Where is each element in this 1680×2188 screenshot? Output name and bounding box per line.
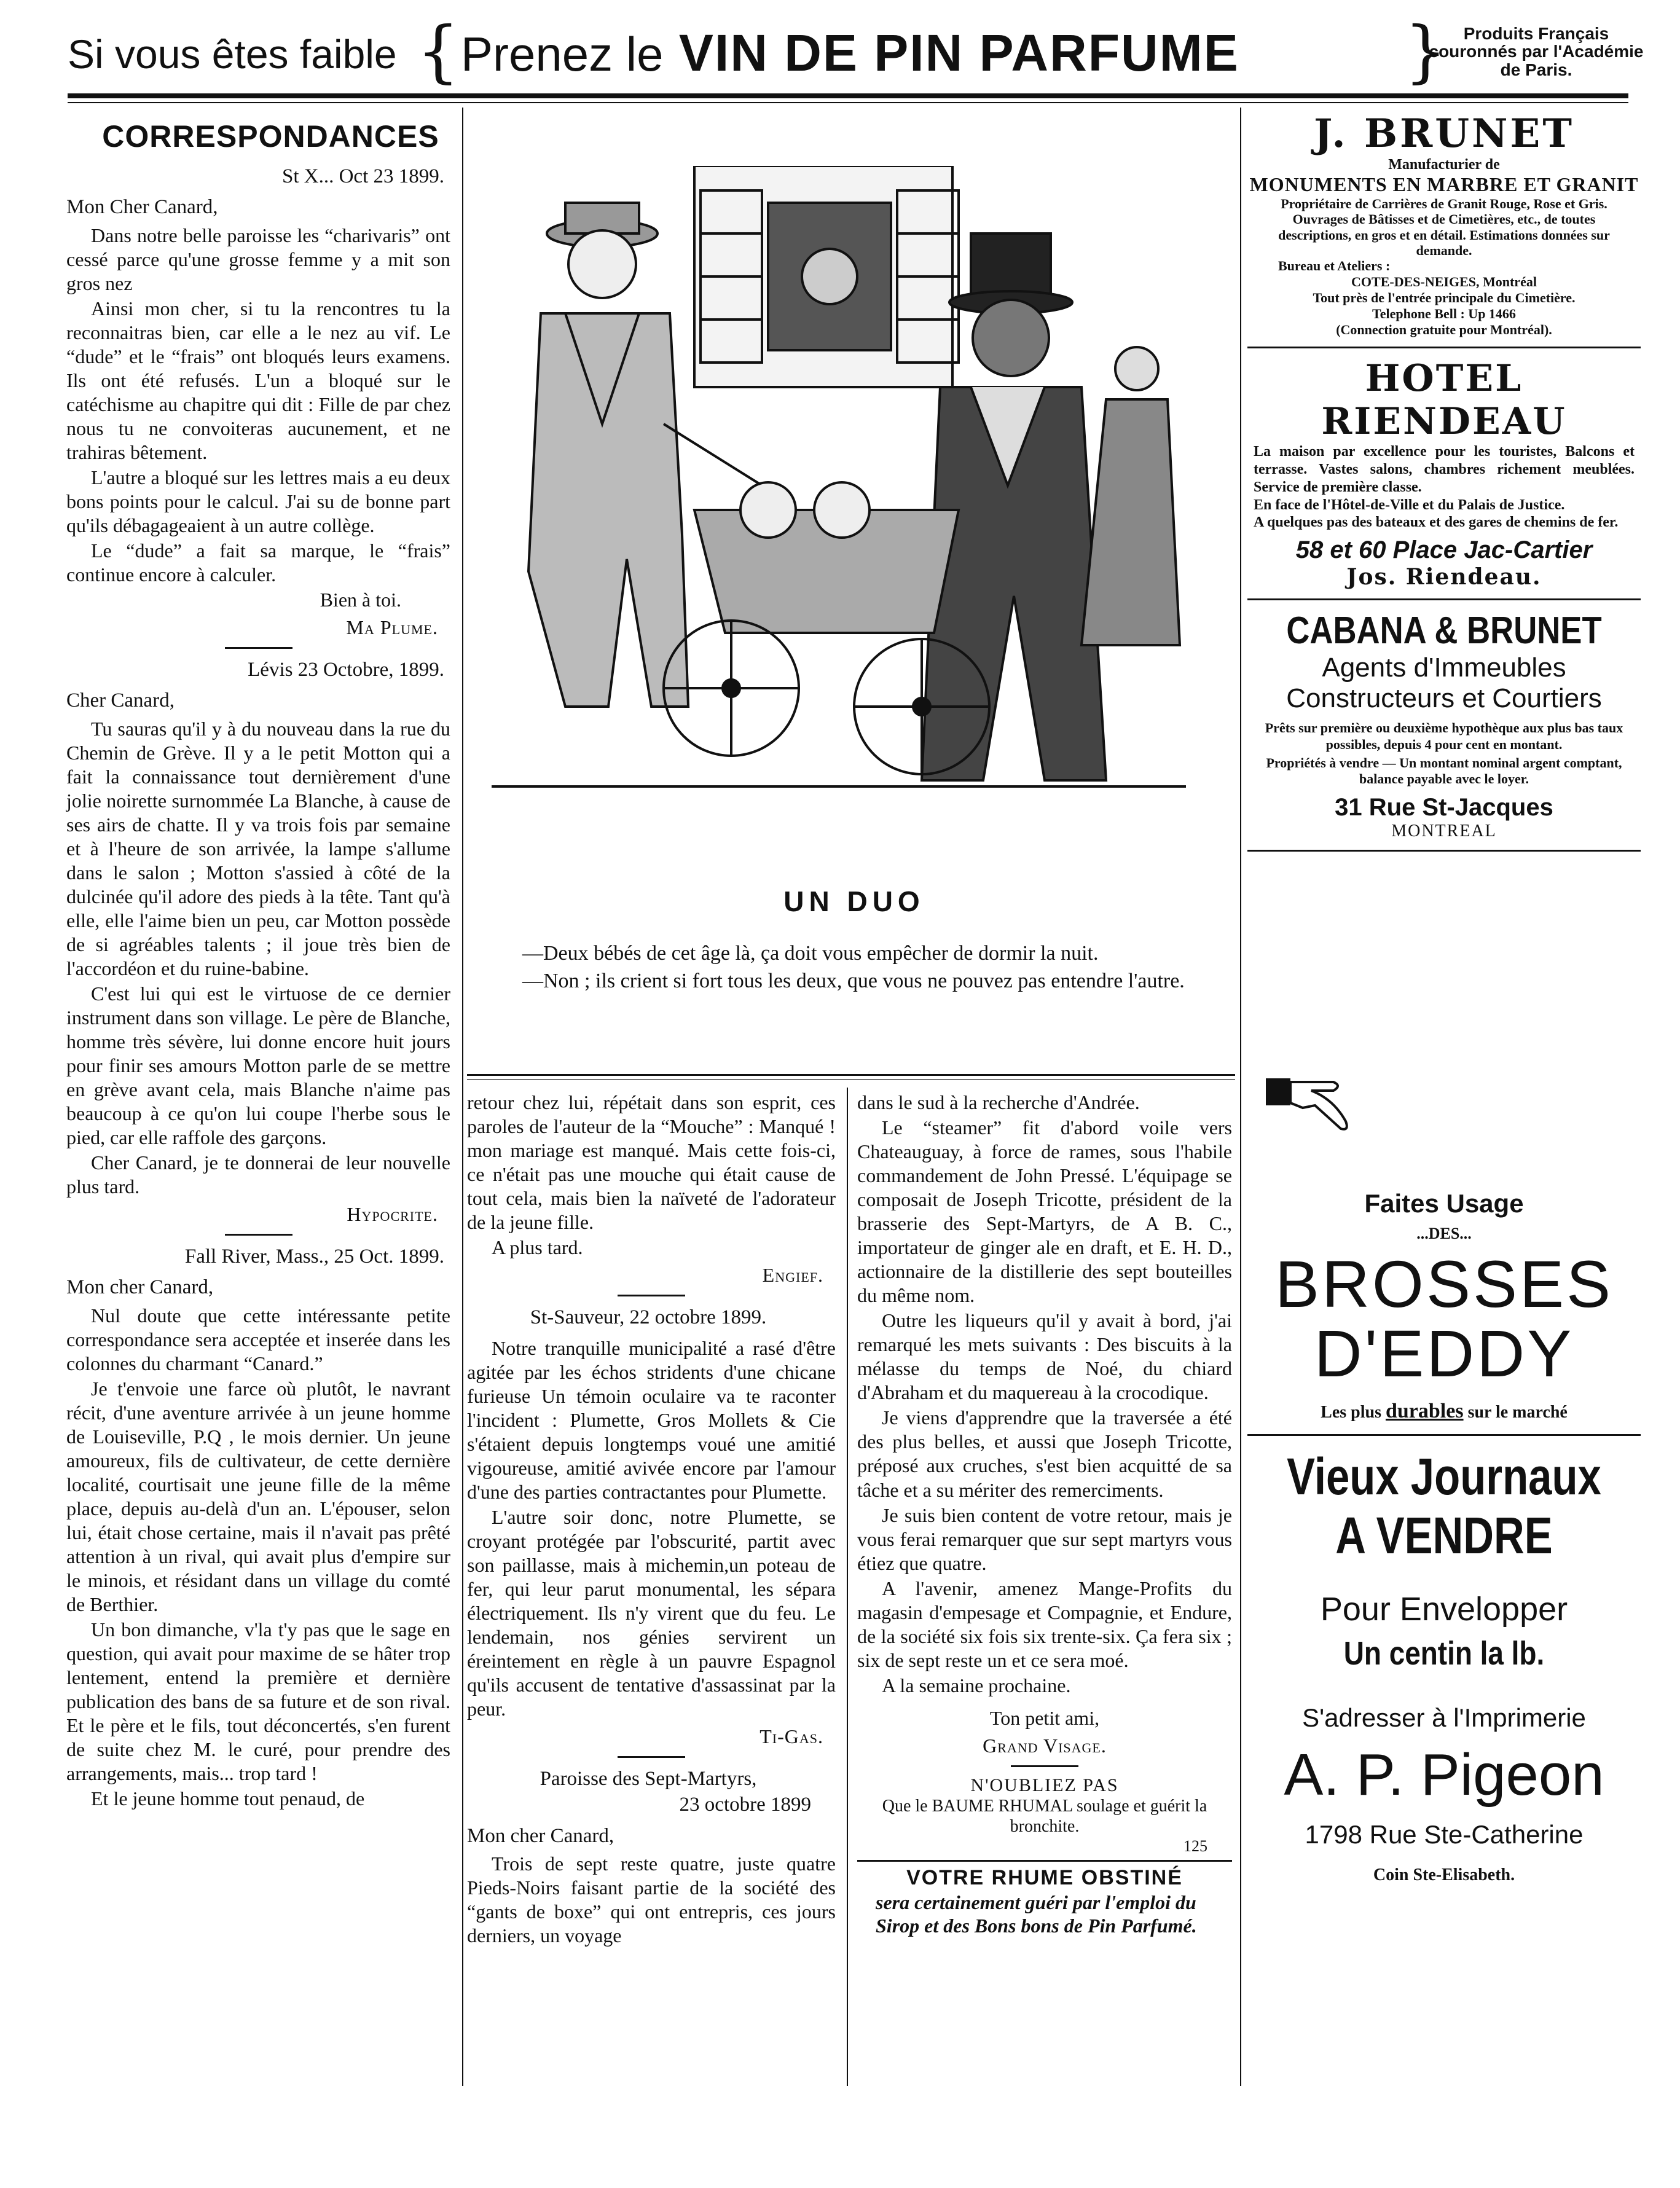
letter-paragraph: Ainsi mon cher, si tu la rencontres tu la reconnaitras bien, car elle a le nez au vif. Le “dude” et le “frais” ont bloqués leurs examens. Ils ont été refusés. L'un a bloqué sur le catéchisme au chapitre qui dit : Fille de par chez nous tu ne convoiteras aucunement, et ne trahiras bêtement. xyxy=(66,297,450,463)
cabana-name: CABANA & BRUNET xyxy=(1286,610,1602,653)
cartoon-bottom-rule-thin xyxy=(467,1079,1235,1080)
letter-closing: Bien à toi. xyxy=(320,588,401,611)
letter-paragraph: Trois de sept reste quatre, juste quatre Pieds-Noirs faisant partie de la société des “gants de boxe” qui ont entrepris, ces jours derniers, un voyage xyxy=(467,1852,836,1947)
letter-paragraph: L'autre a bloqué sur les lettres mais a eu deux bons points pour le calcul. J'ai su de bonne part qu'ils débagageaient à un autre collège. xyxy=(66,466,450,536)
letter-paragraph: A l'avenir, amenez Mange-Profits du magasin d'empesage et Compagnie, et Endure, de la société six fois six trente-six. Ça fera six ; six de sept reste un et ce sera moé. xyxy=(857,1577,1232,1671)
continuation-column xyxy=(857,1091,1232,1938)
letter-paragraph: Le “steamer” fit d'abord voile vers Chateauguay, à force de rames, sous l'habile commandement de John Pressé. L'équipage se composait de Joseph Tricotte, président de la brasserie des Sept-Martyrs, de A B. C., importateur de ginger ale en draft, et E. H. D., actionnaire de la distillerie des sept bouteilles du même nom. xyxy=(857,1116,1232,1307)
middle-column xyxy=(467,1091,836,1949)
journaux-printer: A. P. Pigeon xyxy=(1284,1741,1604,1808)
brosses-tagline-post: sur le marché xyxy=(1467,1402,1568,1422)
letter-paragraph: Tu sauras qu'il y à du nouveau dans la rue du Chemin de Grève. Il y a le petit Motton qui a fait la connaissance tout dernièrement d'une jolie noirette surnommée La Blanche, à cause de ses airs de chatte. Il y va trois fois par semaine et à l'heure de son arrivée, la lampe s'allume dans le salon ; Motton s'assied à côté de la dulcinée qu'il adore des pieds à la tête. Tant qu'à elle, elle l'aime bien un peu, car Motton possède de si agréables talents ; il joue très bien de l'accordéon et du ruine-babine. xyxy=(66,717,450,979)
cabana-line: Constructeurs et Courtiers xyxy=(1286,683,1602,714)
letter-closing: A plus tard. xyxy=(492,1236,583,1259)
notice-text: Que le BAUME RHUMAL soulage et guérit la bronchite. xyxy=(882,1797,1207,1836)
journaux-title: Vieux Journaux xyxy=(1287,1447,1601,1505)
cabana-line: Agents d'Immeubles xyxy=(1322,653,1566,683)
letter-paragraph: Nul doute que cette intéressante petite correspondance sera acceptée et inserée dans les colonnes du charmant “Canard.” xyxy=(66,1304,450,1374)
letter-signature: Engief. xyxy=(762,1264,823,1287)
brosses-tagline-em: durables xyxy=(1385,1399,1464,1422)
journaux-address: 1798 Rue Ste-Catherine xyxy=(1305,1819,1584,1849)
letter-paragraph: L'autre soir donc, notre Plumette, se croyant protégée par l'obscurité, partit avec son paillasse, mais à michemin,un poteau de fer, qui leur parut monumental, les sépara électriquement. Ils n'y virent que du feu. Le lendemain, nos génies servirent un éreintement en règle à un pauvre Espagnol qu'ils accusent de tentative d'assassinat par la peur. xyxy=(467,1505,836,1720)
letter-dateline: St X... Oct 23 1899. xyxy=(282,165,444,187)
top-banner xyxy=(68,12,1644,91)
column-divider xyxy=(1240,108,1241,2086)
letter-paragraph: A la semaine prochaine. xyxy=(882,1674,1071,1696)
separator xyxy=(1011,1765,1078,1767)
letter-dateline: Fall River, Mass., 25 Oct. 1899. xyxy=(184,1245,444,1268)
letter-paragraph: Le “dude” a fait sa marque, le “frais” continue encore à calculer. xyxy=(66,539,450,586)
letter-signature: Grand Visage. xyxy=(983,1734,1107,1757)
correspondances-column xyxy=(66,118,450,1812)
letter-paragraph: Un bon dimanche, v'la t'y pas que le sage en question, qui avait pour maxime de se hâter trop lentement, entend la première et dernière publication des bans de sa future et de son rival. Et le père et le fils, tout déconcertés, s'en furent de suite chez M. le curé, pour prendre des arrangements, mais... trop tard ! xyxy=(66,1618,450,1785)
cartoon-title: UN DUO xyxy=(783,885,925,917)
notice-title: N'OUBLIEZ PAS xyxy=(970,1774,1119,1795)
letter-salutation: Mon cher Canard, xyxy=(467,1824,614,1847)
brunet-line: COTE-DES-NEIGES, Montréal xyxy=(1351,274,1537,290)
brosses-line: ...DES... xyxy=(1416,1225,1472,1242)
brunet-line: Bureau et Ateliers : xyxy=(1278,258,1391,274)
journaux-line: Pour Envelopper xyxy=(1320,1590,1568,1628)
separator xyxy=(225,1234,292,1236)
rhume-title: VOTRE RHUME OBSTINÉ xyxy=(906,1865,1183,1889)
letter-closing: Ton petit ami, xyxy=(989,1706,1100,1729)
banner-side-line: Produits Français xyxy=(1463,24,1609,43)
notice-number: 125 xyxy=(1183,1837,1207,1855)
brunet-sub: Manufacturier de xyxy=(1388,157,1500,173)
cabana-line: Prêts sur première ou deuxième hypothèque aux plus bas taux possibles, depuis 4 pour cent en montant. xyxy=(1265,720,1623,752)
cabana-line: Propriétés à vendre — Un montant nominal argent comptant, balance payable avec le loyer. xyxy=(1266,755,1622,787)
letter-dateline: Paroisse des Sept-Martyrs, xyxy=(540,1768,757,1790)
letter-paragraph: dans le sud à la recherche d'Andrée. xyxy=(857,1091,1140,1113)
hotel-owner: Jos. Riendeau. xyxy=(1346,564,1542,590)
separator xyxy=(857,1860,1232,1862)
pointing-hand-icon xyxy=(1266,1072,1358,1140)
hotel-line: En face de l'Hôtel-de-Ville et du Palais de Justice. xyxy=(1254,496,1565,513)
letter-paragraph: retour chez lui, répétait dans son esprit, ces paroles de l'auteur de la “Mouche” : Manqué ! mon mariage est manqué. Mais cette fois-ci, ce n'était pas une mouche qui était cause de tout cela, mais bien la naïveté de l'adorateur de la jeune fille. xyxy=(467,1091,836,1234)
letter-signature: Hypocrite. xyxy=(347,1203,438,1226)
separator xyxy=(618,1295,685,1296)
letter-paragraph: Je viens d'apprendre que la traversée a été des plus belles, et aussi que Joseph Tricotte, préposé aux cruches, s'est bien acquitté de sa tâche et a su mériter des remerciments. xyxy=(857,1406,1232,1501)
brunet-main: MONUMENTS EN MARBRE ET GRANIT xyxy=(1249,173,1639,195)
brosses-tagline xyxy=(1247,1400,1641,1423)
column-divider xyxy=(847,1088,848,2086)
ad-separator xyxy=(1247,850,1641,852)
journaux-title: A VENDRE xyxy=(1335,1507,1553,1565)
cartoon-line: —Deux bébés de cet âge là, ça doit vous empêcher de dormir la nuit. xyxy=(522,942,1099,965)
brosses-tagline-pre: Les plus xyxy=(1321,1402,1381,1422)
brosses-title: BROSSES xyxy=(1274,1247,1614,1321)
letter-dateline: Lévis 23 Octobre, 1899. xyxy=(248,659,444,681)
rhume-text: sera certainement guéri par l'emploi du Sirop et des Bons bons de Pin Parfumé. xyxy=(876,1891,1197,1937)
letter-salutation: Cher Canard, xyxy=(66,689,175,712)
brunet-phone: Telephone Bell : Up 1466 xyxy=(1372,306,1516,322)
letter-paragraph: Je suis bien content de votre retour, mais je vous ferai remarquer que sur sept martyrs vous étiez que quatre. xyxy=(857,1504,1232,1574)
cartoon-line: —Non ; ils crient si fort tous les deux, que vous ne pouvez pas entendre l'autre. xyxy=(522,969,1185,992)
ad-separator xyxy=(1247,598,1641,600)
letter-paragraph: Je t'envoie une farce où plutôt, le navrant récit, d'une aventure arrivée à un jeune homme de Louiseville, P.Q , le mois dernier. Un jeune amoureux, fils de cultivateur, de cette dernière localité, courtisait une jeune fille de la même place, depuis au-delà d'un an. L'épouser, selon lui, était chose certaine, mais il n'avait pas prêté attention à un rival, qui avait plus d'empire sur le minois, et résidant dans un village du comté de Berthier. xyxy=(66,1377,450,1616)
journaux-corner: Coin Ste-Elisabeth. xyxy=(1373,1865,1515,1884)
banner-lead: Si vous êtes faible xyxy=(68,31,397,77)
brunet-line: Propriétaire de Carrières de Granit Rouge, Rose et Gris. xyxy=(1281,196,1607,211)
letter-paragraph: Notre tranquille municipalité a rasé d'être agitée par les échos stridents d'une chicane furieuse Un témoin oculaire va te raconter l'incident : Plumette, Gros Mollets & Cie s'étaient depuis longtemps voué une amitié vigoureuse, amitié avivée encore par l'amour d'une des parties contractantes pour Plumette. xyxy=(467,1336,836,1503)
cartoon-caption xyxy=(504,940,1217,995)
letter-dateline: St-Sauveur, 22 octobre 1899. xyxy=(530,1306,767,1329)
cabana-address: 31 Rue St-Jacques xyxy=(1335,793,1553,821)
brunet-line: Tout près de l'entrée principale du Cimetière. xyxy=(1313,290,1576,306)
letter-signature: Ti-Gas. xyxy=(760,1725,823,1747)
letter-paragraph: Dans notre belle paroisse les “charivaris” ont cessé parce qu'une grosse femme y a mit son gros nez xyxy=(66,224,450,294)
banner-cta-pre: Prenez le xyxy=(461,27,664,81)
letter-dateline: 23 octobre 1899 xyxy=(679,1794,811,1816)
letter-paragraph: Et le jeune homme tout penaud, de xyxy=(91,1787,365,1810)
brunet-line: Ouvrages de Bâtisses et de Cimetières, etc., de toutes descriptions, en gros et en détail. Estimations données sur demande. xyxy=(1278,211,1610,258)
banner-cta-main: VIN DE PIN PARFUME xyxy=(678,24,1239,82)
hotel-line: La maison par excellence pour les touristes, Balcons et terrasse. Vastes salons, chambres richement meublées. Service de première classe. xyxy=(1254,444,1635,495)
column-divider xyxy=(462,108,463,2086)
banner-side-line: de Paris. xyxy=(1500,60,1572,79)
journaux-price: Un centin la lb. xyxy=(1343,1634,1545,1672)
top-rule-thin xyxy=(68,102,1628,103)
top-rule xyxy=(68,93,1628,98)
ads-column-lower xyxy=(1247,1189,1641,1885)
banner-brace-right: } xyxy=(1404,12,1447,90)
ad-separator xyxy=(1247,1434,1641,1436)
brosses-title: D'EDDY xyxy=(1314,1316,1574,1391)
ads-column xyxy=(1247,111,1641,860)
brunet-name: J. BRUNET xyxy=(1314,111,1574,157)
journaux-line: S'adresser à l'Imprimerie xyxy=(1302,1703,1586,1732)
letter-paragraph: C'est lui qui est le virtuose de ce dernier instrument dans son village. Le père de Blanche, homme très sévère, lui donne encore huit jours pour finir ses amours Motton parle de se mettre en grève avant cela, mais Blanche n'aime pas beaucoup à ce qu'on lui coupe l'herbe sous le pied, car elle raffole des garçons. xyxy=(66,982,450,1149)
brunet-line: (Connection gratuite pour Montréal). xyxy=(1336,322,1552,338)
separator xyxy=(225,647,292,649)
brosses-line: Faites Usage xyxy=(1364,1189,1524,1218)
banner-side-line: couronnés par l'Académie xyxy=(1429,42,1644,61)
separator xyxy=(618,1756,685,1758)
letter-paragraph: Cher Canard, je te donnerai de leur nouvelle plus tard. xyxy=(66,1151,450,1198)
letter-paragraph: Outre les liqueurs qu'il y avait à bord, j'ai remarqué les mets suivants : Des biscuits à la mélasse du temps de Noé, du chiard d'Abraham et du maquereau à la crocodique. xyxy=(857,1309,1232,1404)
hotel-name: HOTEL RIENDEAU xyxy=(1321,357,1567,444)
letter-signature: Ma Plume. xyxy=(346,616,438,638)
cartoon-illustration xyxy=(492,166,1186,805)
section-heading: CORRESPONDANCES xyxy=(102,119,439,154)
ad-separator xyxy=(1247,347,1641,348)
letter-salutation: Mon cher Canard, xyxy=(66,1276,214,1299)
hotel-address: 58 et 60 Place Jac-Cartier xyxy=(1295,536,1593,564)
hotel-line: A quelques pas des bateaux et des gares de chemins de fer. xyxy=(1254,514,1619,531)
cabana-city: MONTREAL xyxy=(1391,821,1497,841)
banner-brace-left: { xyxy=(417,12,460,90)
banner-cta xyxy=(461,23,1239,83)
cartoon-bottom-rule xyxy=(467,1074,1235,1076)
letter-salutation: Mon Cher Canard, xyxy=(66,196,218,219)
banner-side-note xyxy=(1426,25,1647,79)
